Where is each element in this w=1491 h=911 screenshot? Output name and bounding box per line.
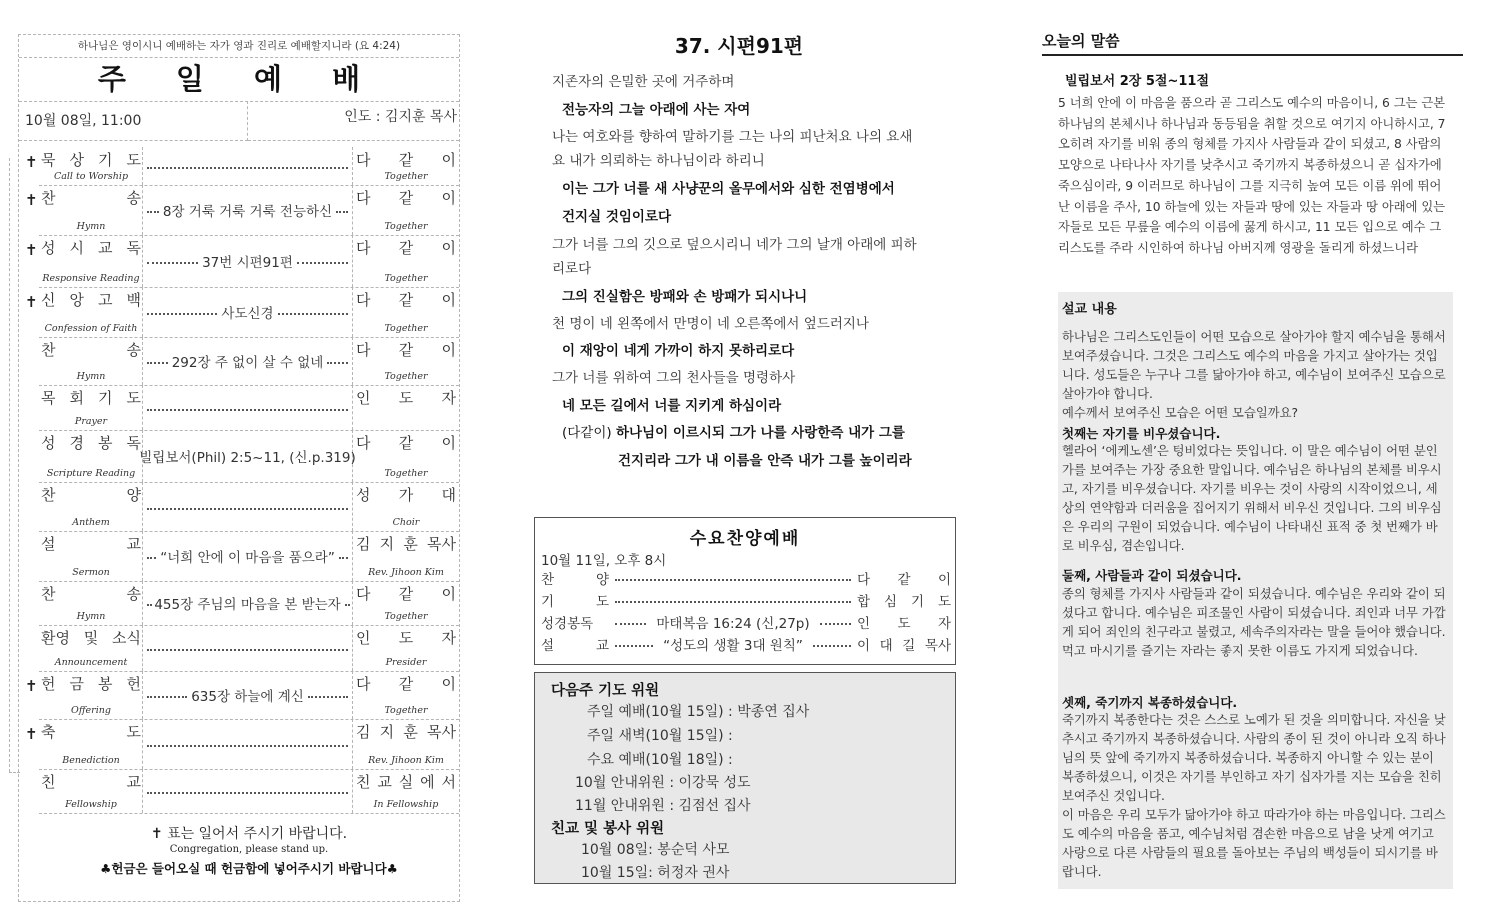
order-row <box>39 337 459 386</box>
leader-dots <box>813 645 851 647</box>
psalm-line-text: 그의 진실함은 방패와 손 방패가 되시나니 <box>562 289 808 305</box>
prayer-line: 수요 예배(10월 18일) : <box>587 752 733 768</box>
order-item-korean: 헌 금 봉 헌 <box>41 675 141 693</box>
order-item-korean: 설 교 <box>41 535 141 553</box>
order-item-english: Fellowship <box>65 799 117 810</box>
order-item-detail <box>143 287 353 337</box>
worship-order-panel <box>18 34 460 902</box>
sermon-question: 예수께서 보여주신 모습은 어떤 모습일까요? <box>1062 406 1298 420</box>
third-point-heading: 셋째, 죽기까지 복종하셨습니다. <box>1062 695 1238 710</box>
wednesday-item-name: 설 교 <box>541 638 609 654</box>
responder-english: Presider <box>385 657 427 668</box>
order-item-english: Benediction <box>62 755 120 766</box>
wednesday-item-content: 마태복음 16:24 (신,27p) <box>656 616 810 632</box>
psalm-line-text: 천 명이 네 왼쪽에서 만명이 네 오른쪽에서 엎드러지나 <box>552 316 869 332</box>
responder-english: Together <box>384 611 428 622</box>
scripture-reference: 빌립보서 2장 5절~11절 <box>1065 74 1210 89</box>
order-item-name <box>39 625 143 671</box>
leader-dots <box>308 696 348 698</box>
order-row <box>25 719 459 770</box>
stand-cross-icon: ✝ <box>25 241 38 259</box>
wednesday-date: 10월 11일, 오후 8시 <box>541 553 667 569</box>
order-item-detail <box>143 337 353 385</box>
order-item-content: 8장 거룩 거룩 거룩 전능하신 <box>162 204 333 220</box>
stand-cross-icon: ✝ <box>25 677 38 695</box>
fellowship-line: 10월 08일: 봉순덕 사모 <box>581 842 730 858</box>
prayer-line: 주일 예배(10월 15일) : 박종연 집사 <box>587 704 810 720</box>
order-row <box>39 482 459 532</box>
order-item-name <box>39 671 143 719</box>
order-item-content: “너희 안에 이 마음을 품으라” <box>160 550 335 566</box>
third-point-text: 죽기까지 복종한다는 것은 스스로 노예가 된 것을 의미합니다. 자신을 낮추시고 죽기까지 복종하셨습니다. 사람의 종이 된 것이 아니라 오직 하나님의 뜻 앞에 죽기까지 복종하셨습니다. 복종하지 아니할 수 있는 분이 복종하셨으니, 이것은 자기를 부인하고 자기 십자가를 지는 모습을 친히 보여주신 것입니다. <box>1062 713 1446 804</box>
responder-korean: 다 같 이 <box>356 239 456 257</box>
psalm-line <box>552 70 734 90</box>
leader-dots <box>615 601 851 603</box>
order-item-responder <box>353 385 459 430</box>
order-item-responder <box>353 769 459 813</box>
stand-cross-icon: ✝ <box>25 191 38 209</box>
psalm-line-text: 이는 그가 너를 새 사냥꾼의 올무에서와 심한 전염병에서 <box>562 181 895 197</box>
order-item-korean: 찬 송 <box>41 341 141 359</box>
wednesday-item-content: “성도의 생활 3대 원칙” <box>663 638 803 654</box>
leader-dots <box>147 508 348 510</box>
order-item-english: Announcement <box>54 657 128 668</box>
psalm-line-text: 하나님이 이르시되 그가 나를 사랑한즉 내가 그를 <box>615 425 905 441</box>
order-item-english: Confession of Faith <box>44 323 138 334</box>
leader-dots <box>147 167 348 169</box>
order-item-content: 455장 주님의 마음을 본 받는자 <box>154 597 341 613</box>
order-item-name <box>39 769 143 813</box>
order-item-korean: 성 경 봉 독 <box>41 434 141 452</box>
order-item-responder <box>353 671 459 719</box>
psalm-line <box>562 205 671 225</box>
service-date: 10월 08일, 11:00 <box>19 101 248 141</box>
leader-dots <box>336 211 348 213</box>
order-item-name <box>39 581 143 625</box>
scripture-text: 5 너희 안에 이 마음을 품으라 곧 그리스도 예수의 마음이니, 6 그는 근본 하나님의 본체시나 하나님과 동등됨을 취할 것으로 여기지 아니하시고, 7 오히려 자기를 비워 종의 형체를 가지사 사람들과 같이 되셨고, 8 사람의 모양으로 나타나사 자기를 낮추시고 죽기까지 복종하셨으니 곧 십자가에 죽으심이라, 9 이러므로 하나님이 그를 지극히 높여 모든 이름 위에 뛰어난 이름을 주사, 10 하늘에 있는 자들과 땅에 있는 자들과 땅 아래에 있는 자들로 모든 무릎을 예수의 이름에 꿇게 하시고, 11 모든 입으로 예수 그리스도를 주라 시인하여 하나님 아버지께 영광을 돌리게 하셨느니라 <box>1058 96 1446 255</box>
responder-korean: 성 가 대 <box>356 486 456 504</box>
prayer-line: 주일 새벽(10월 15일) : <box>587 728 733 744</box>
psalm-line <box>562 421 905 441</box>
fellowship-line: 10월 15일: 허정자 권사 <box>581 865 730 881</box>
order-item-responder <box>353 235 459 287</box>
order-item-responder <box>353 287 459 337</box>
order-item-korean: 목 회 기 도 <box>41 389 141 407</box>
wednesday-item-name: 성경봉독 <box>541 616 594 632</box>
order-row <box>39 581 459 626</box>
order-row <box>25 235 459 288</box>
order-item-english: Hymn <box>76 221 106 232</box>
responder-english: Choir <box>392 517 420 528</box>
order-item-content: 37번 시편91편 <box>202 255 293 271</box>
psalm-line <box>562 394 781 414</box>
order-item-detail <box>143 531 353 581</box>
psalm-line <box>562 339 794 359</box>
wednesday-row <box>541 611 951 633</box>
leader-dots <box>147 362 168 364</box>
responder-english: Together <box>384 221 428 232</box>
psalm-line-text: 리로다 <box>552 261 592 277</box>
leader-dots <box>327 362 348 364</box>
sermon-closing: 이 마음은 우리 모두가 닮아가야 하고 따라가야 하는 마음입니다. 그리스도 예수의 마음을 품고, 예수님처럼 겸손한 마음으로 남을 낫게 여기고 사랑으로 다른 사람들의 필요를 돌아보는 주님의 백성들이 되시기를 바랍니다. <box>1062 808 1446 880</box>
leader-dots <box>615 645 653 647</box>
order-item-english: Offering <box>71 705 111 716</box>
psalm-line-text: 그가 너를 그의 깃으로 덮으시리니 네가 그의 날개 아래에 피하 <box>552 237 917 253</box>
order-item-content: 빌립보서(Phil) 2:5~11, (신.p.319) <box>139 450 356 466</box>
order-item-korean: 성 시 교 독 <box>41 239 141 257</box>
order-item-detail <box>139 430 356 482</box>
order-item-responder <box>353 185 459 235</box>
order-row <box>25 185 459 236</box>
leader-dots <box>297 262 348 264</box>
order-item-name <box>39 337 143 385</box>
wednesday-item-responder: 인 도 자 <box>857 616 952 632</box>
header-verse: 하나님은 영이시니 예배하는 자가 영과 진리로 예배할지니라 (요 4:24) <box>19 35 459 58</box>
order-item-responder <box>353 482 459 531</box>
order-item-korean: 환영 및 소식 <box>41 629 141 647</box>
order-item-english: Anthem <box>72 517 110 528</box>
leader-dots <box>339 557 348 559</box>
order-item-name <box>39 235 143 287</box>
order-row <box>39 430 459 483</box>
psalm-line-prefix: (다같이) <box>562 425 616 441</box>
wednesday-service-box <box>534 517 956 665</box>
responder-korean: 다 같 이 <box>356 151 456 169</box>
second-point-heading: 둘째, 사람들과 같이 되셨습니다. <box>1062 568 1242 583</box>
order-row <box>25 671 459 720</box>
stand-cross-icon: ✝ <box>25 725 38 743</box>
order-item-detail <box>143 581 353 625</box>
order-item-detail <box>143 719 353 769</box>
psalm-line <box>552 233 917 253</box>
leader-dots <box>147 649 348 651</box>
psalm-line <box>552 312 869 332</box>
responder-english: Together <box>384 705 428 716</box>
order-item-korean: 신 앙 고 백 <box>41 291 141 309</box>
leader-dots <box>147 313 217 315</box>
order-item-detail <box>143 385 353 430</box>
wednesday-item-responder: 다 같 이 <box>857 572 951 588</box>
order-item-korean: 친 교 <box>41 773 141 791</box>
order-item-english: Hymn <box>76 371 106 382</box>
responder-english: Rev. Jihoon Kim <box>368 755 444 766</box>
order-row <box>25 287 459 338</box>
order-item-name <box>39 430 143 482</box>
order-item-detail <box>143 482 353 531</box>
leader-dots <box>820 623 851 625</box>
psalm-line-text: 이 재앙이 네게 가까이 하지 못하리로다 <box>562 343 795 359</box>
responder-english: Rev. Jihoon Kim <box>368 567 444 578</box>
wednesday-title: 수요찬양예배 <box>689 529 801 549</box>
responder-english: Together <box>384 323 428 334</box>
leader-dots <box>147 696 187 698</box>
order-item-name <box>39 185 143 235</box>
service-title: 주 일 예 배 <box>19 57 459 102</box>
order-item-content: 292장 주 없이 살 수 없네 <box>171 355 324 371</box>
leader-dots <box>345 604 348 606</box>
psalm-line-text: 건지실 것임이로다 <box>562 209 672 225</box>
leader-dots <box>615 579 851 581</box>
stand-cross-icon: ✝ <box>25 153 38 171</box>
order-item-responder <box>353 430 459 482</box>
psalm-line-text: 지존자의 은밀한 곳에 거주하며 <box>552 74 735 90</box>
order-item-responder <box>353 337 459 385</box>
order-item-responder <box>353 719 459 769</box>
psalm-line-text: 네 모든 길에서 너를 지키게 하심이라 <box>562 398 782 414</box>
heading-rule <box>1042 54 1463 56</box>
psalm-line-text: 건지리라 그가 내 이름을 안즉 내가 그를 높이리라 <box>618 453 912 469</box>
responder-korean: 다 같 이 <box>356 189 456 207</box>
responder-korean: 다 같 이 <box>356 434 456 452</box>
responder-korean: 친 교 실 에 서 <box>356 773 456 791</box>
fellowship-heading: 친교 및 봉사 위원 <box>551 821 665 837</box>
order-item-detail <box>143 671 353 719</box>
responder-english: Together <box>384 273 428 284</box>
first-point-heading: 첫째는 자기를 비우셨습니다. <box>1062 426 1221 441</box>
order-item-korean: 찬 송 <box>41 585 141 603</box>
order-item-detail <box>143 185 353 235</box>
wednesday-row <box>541 589 951 611</box>
order-item-detail <box>143 625 353 671</box>
responder-korean: 다 같 이 <box>356 585 456 603</box>
order-item-english: Call to Worship <box>53 171 129 182</box>
second-point-text: 종의 형체를 가지사 사람들과 같이 되셨습니다. 예수님은 우리와 같이 되셨다고 합니다. 예수님은 피조물인 사람이 되셨습니다. 죄인과 너무 가깝게 되어 죄인의 친구라고 불렸고, 세속주의자라는 말을 들어야 했습니다. 먹고 마시기를 즐기는 자라는 좋지 못한 이름도 가지게 되었습니다. <box>1062 587 1446 659</box>
prayer-heading: 다음주 기도 위원 <box>551 683 660 699</box>
order-item-korean: 찬 양 <box>41 486 141 504</box>
psalm-line <box>562 177 895 197</box>
responder-english: Together <box>384 171 428 182</box>
sermon-summary-box <box>1058 292 1453 889</box>
order-item-responder <box>353 581 459 625</box>
service-leader: 인도 : 김지훈 목사 <box>248 101 459 141</box>
responder-korean: 다 같 이 <box>356 675 456 693</box>
leader-dots <box>147 792 348 794</box>
psalm-line <box>618 449 912 469</box>
responder-korean: 김 지 훈 목사 <box>356 723 456 741</box>
leader-dots <box>615 623 646 625</box>
wednesday-item-name: 기 도 <box>541 594 609 610</box>
wednesday-row <box>541 633 951 655</box>
responder-english: Together <box>384 468 428 479</box>
cross-column-foot <box>9 772 20 773</box>
standing-note: ✝ 표는 일어서 주시기 바랍니다. <box>150 826 348 842</box>
order-row <box>39 385 459 431</box>
order-item-detail <box>143 235 353 287</box>
order-item-content: 사도신경 <box>221 306 274 322</box>
responder-korean: 다 같 이 <box>356 291 456 309</box>
wednesday-item-name: 찬 양 <box>541 572 609 588</box>
order-item-korean: 묵 상 기 도 <box>41 151 141 169</box>
order-item-korean: 찬 송 <box>41 189 141 207</box>
offering-note: ♣헌금은 들어오실 때 헌금함에 넣어주시기 바랍니다♣ <box>100 861 398 876</box>
order-item-english: Responsive Reading <box>42 273 140 284</box>
standing-note-en: Congregation, please stand up. <box>169 844 329 855</box>
first-point-text: 헬라어 ‘에케노센’은 텅비었다는 뜻입니다. 이 말은 예수님이 어떤 분인가를 보여주는 가장 중요한 말입니다. 예수님은 하나님의 본체를 비우시고, 자기를 비우셨습니다. 자기를 비우는 것이 사랑의 시작이었으니, 세상의 연약함과 더러움을 집어지기 위해서 비우신 것입니다. 그의 비우심은 우리의 구원이 되었습니다. 예수님이 나타내신 표적 중 첫 번째가 바로 비우심, 겸손입니다. <box>1062 444 1442 554</box>
order-item-name <box>39 531 143 581</box>
order-item-name <box>39 482 143 531</box>
psalm-line <box>552 366 795 386</box>
psalm-line <box>562 98 750 118</box>
order-row <box>25 147 459 186</box>
psalm-line-text: 전능자의 그늘 아래에 사는 자여 <box>562 102 751 118</box>
psalm-title: 37. 시편91편 <box>674 34 804 58</box>
prayer-line: 11월 안내위원 : 김점선 집사 <box>575 798 751 814</box>
order-item-english: Hymn <box>76 611 106 622</box>
order-row <box>39 769 459 814</box>
order-item-content: 635장 하늘에 계신 <box>191 689 304 705</box>
wednesday-item-responder: 합 심 기 도 <box>857 594 951 610</box>
order-item-detail <box>143 147 353 185</box>
responder-korean: 다 같 이 <box>356 341 456 359</box>
sermon-intro: 하나님은 그리스도인들이 어떤 모습으로 살아가야 할지 예수님을 통해서 보여주셨습니다. 그것은 그리스도 예수의 마음을 가지고 살아가는 것입니다. 성도들은 누구나 그를 닮아가야 하고, 예수님이 보여주신 모습으로 살아가야 합니다. <box>1062 330 1446 402</box>
responder-english: In Fellowship <box>373 799 439 810</box>
order-item-korean: 축 도 <box>41 723 141 741</box>
order-item-name <box>39 147 143 185</box>
prayer-committee-box <box>534 672 956 884</box>
order-item-responder <box>353 147 459 185</box>
leader-dots <box>147 409 348 411</box>
psalm-line-text: 나는 여호와를 향하여 말하기를 그는 나의 피난처요 나의 요새 <box>552 129 913 145</box>
prayer-line: 10월 안내위원 : 이강묵 성도 <box>575 775 751 791</box>
psalm-line <box>562 285 807 305</box>
bottom-notes <box>39 819 459 877</box>
order-item-detail <box>143 769 353 813</box>
leader-dots <box>278 313 348 315</box>
responder-korean: 인 도 자 <box>356 629 456 647</box>
order-item-name <box>39 719 143 769</box>
psalm-line <box>552 125 912 145</box>
psalm-line <box>552 257 591 277</box>
responder-korean: 김 지 훈 목사 <box>356 535 456 553</box>
psalm-line <box>552 149 765 169</box>
order-item-name <box>39 385 143 430</box>
stand-cross-icon: ✝ <box>25 293 38 311</box>
order-item-responder <box>353 531 459 581</box>
order-row <box>39 531 459 582</box>
order-item-english: Prayer <box>74 416 108 427</box>
wednesday-row <box>541 567 951 589</box>
order-item-english: Sermon <box>72 567 110 578</box>
sermon-heading: 설교 내용 <box>1062 302 1117 317</box>
leader-dots <box>147 557 156 559</box>
leader-dots <box>147 262 198 264</box>
psalm-line-text: 요 내가 의뢰하는 하나님이라 하리니 <box>552 153 765 169</box>
cross-column-line <box>9 158 10 772</box>
responder-korean: 인 도 자 <box>356 389 456 407</box>
order-row <box>39 625 459 672</box>
leader-dots <box>147 745 348 747</box>
responder-english: Together <box>384 371 428 382</box>
order-item-name <box>39 287 143 337</box>
wednesday-item-responder: 이 대 길 목사 <box>857 638 951 654</box>
leader-dots <box>147 211 159 213</box>
order-item-responder <box>353 625 459 671</box>
order-item-english: Scripture Reading <box>46 468 136 479</box>
today-word-heading: 오늘의 말씀 <box>1042 32 1120 50</box>
psalm-line-text: 그가 너를 위하여 그의 천사들을 명령하사 <box>552 370 796 386</box>
